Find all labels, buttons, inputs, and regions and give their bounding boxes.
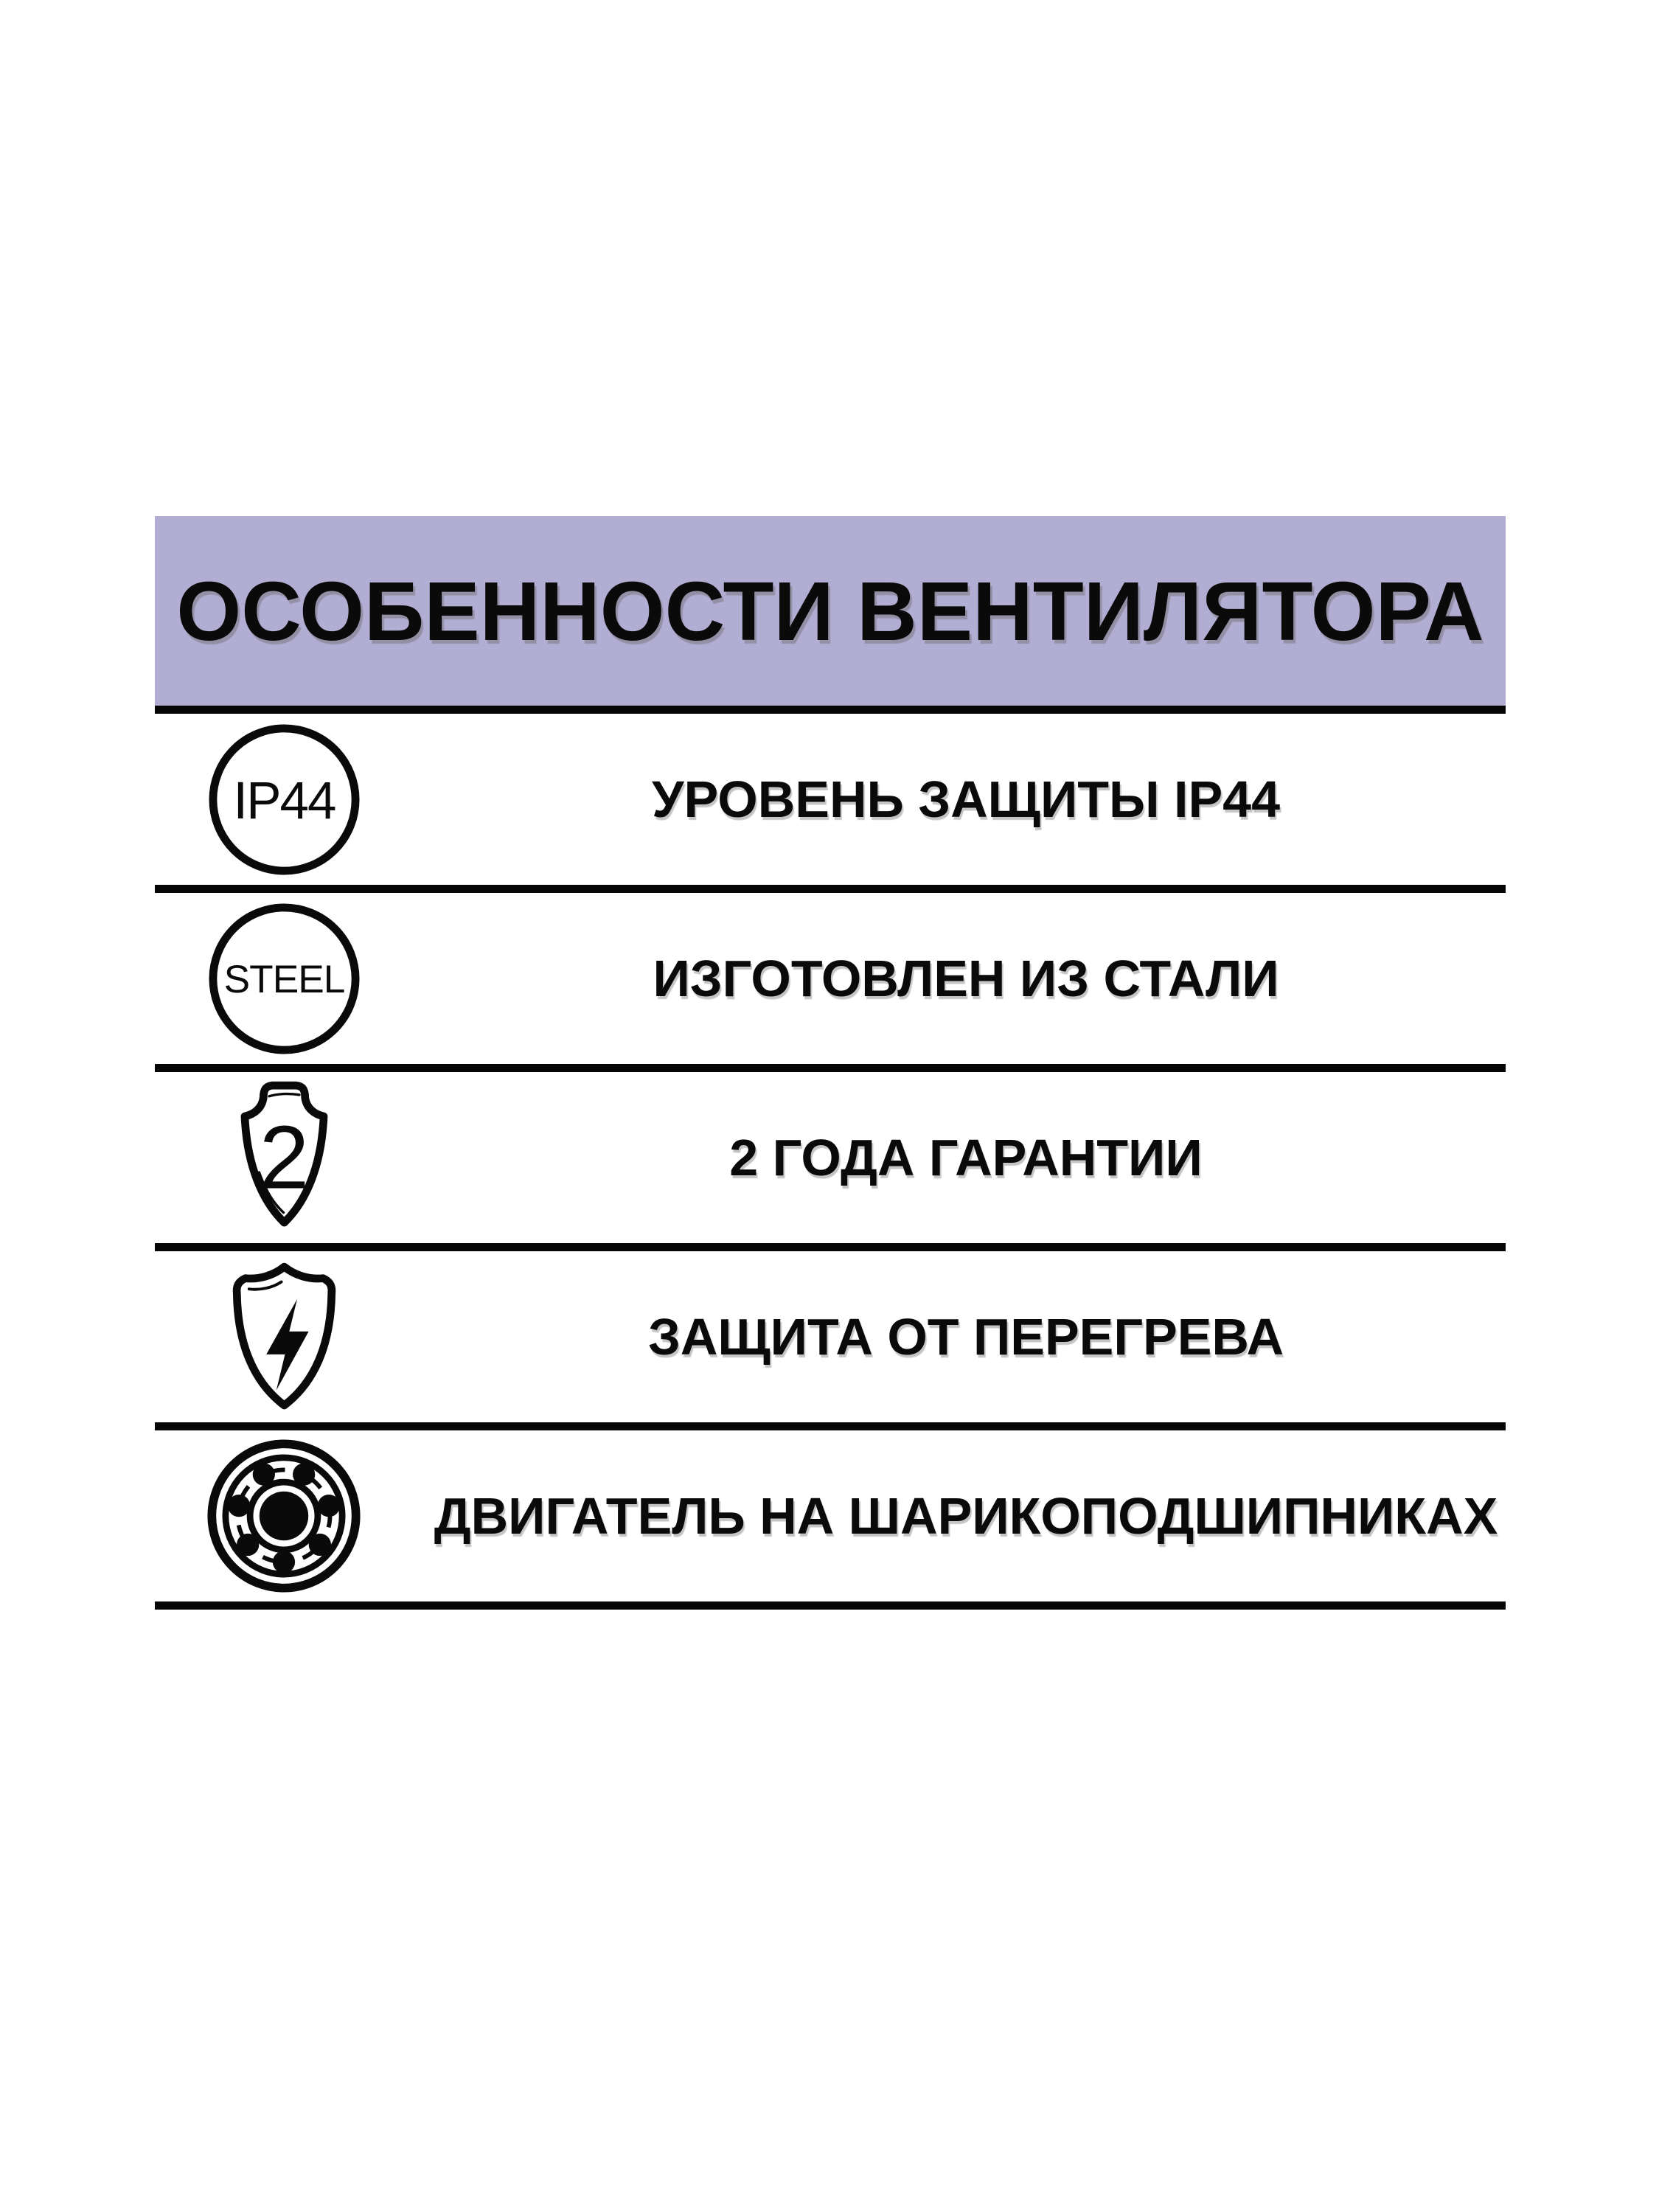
feature-label: 2 ГОДА ГАРАНТИИ	[729, 1129, 1203, 1186]
feature-row-overheat	[155, 1251, 1506, 1430]
lightning-bolt-glyph	[266, 1299, 308, 1391]
ip44-badge-label: IP44	[232, 771, 335, 830]
text-cell	[413, 1486, 1506, 1545]
ball-bearing-icon	[206, 1439, 361, 1593]
feature-row-ip44	[155, 714, 1506, 893]
feature-label: УРОВЕНЬ ЗАЩИТЫ IP44	[651, 771, 1281, 828]
feature-label: ИЗГОТОВЛЕН ИЗ СТАЛИ	[653, 950, 1279, 1007]
icon-cell	[155, 1080, 413, 1235]
text-cell	[413, 949, 1506, 1008]
feature-label: ДВИГАТЕЛЬ НА ШАРИКОПОДШИПНИКАХ	[434, 1487, 1498, 1545]
overheat-protection-shield-icon	[216, 1259, 352, 1415]
feature-label: ЗАЩИТА ОТ ПЕРЕГРЕВА	[647, 1308, 1284, 1366]
steel-badge-icon	[208, 902, 361, 1055]
page-title: ОСОБЕННОСТИ ВЕНТИЛЯТОРА	[176, 564, 1484, 658]
ip44-badge-icon	[208, 723, 361, 876]
text-cell	[413, 1307, 1506, 1366]
icon-cell	[155, 1259, 413, 1415]
text-cell	[413, 1128, 1506, 1187]
feature-row-bearing	[155, 1430, 1506, 1610]
steel-badge-label: STEEL	[223, 957, 344, 1001]
feature-row-steel	[155, 893, 1506, 1072]
content-area	[155, 516, 1506, 1610]
feature-row-warranty	[155, 1072, 1506, 1251]
text-cell	[413, 770, 1506, 829]
icon-cell	[155, 723, 413, 876]
icon-cell	[155, 902, 413, 1055]
icon-cell	[155, 1439, 413, 1593]
warranty-years-label: 2	[259, 1107, 309, 1208]
warranty-shield-icon	[216, 1080, 352, 1235]
header-band	[155, 516, 1506, 714]
